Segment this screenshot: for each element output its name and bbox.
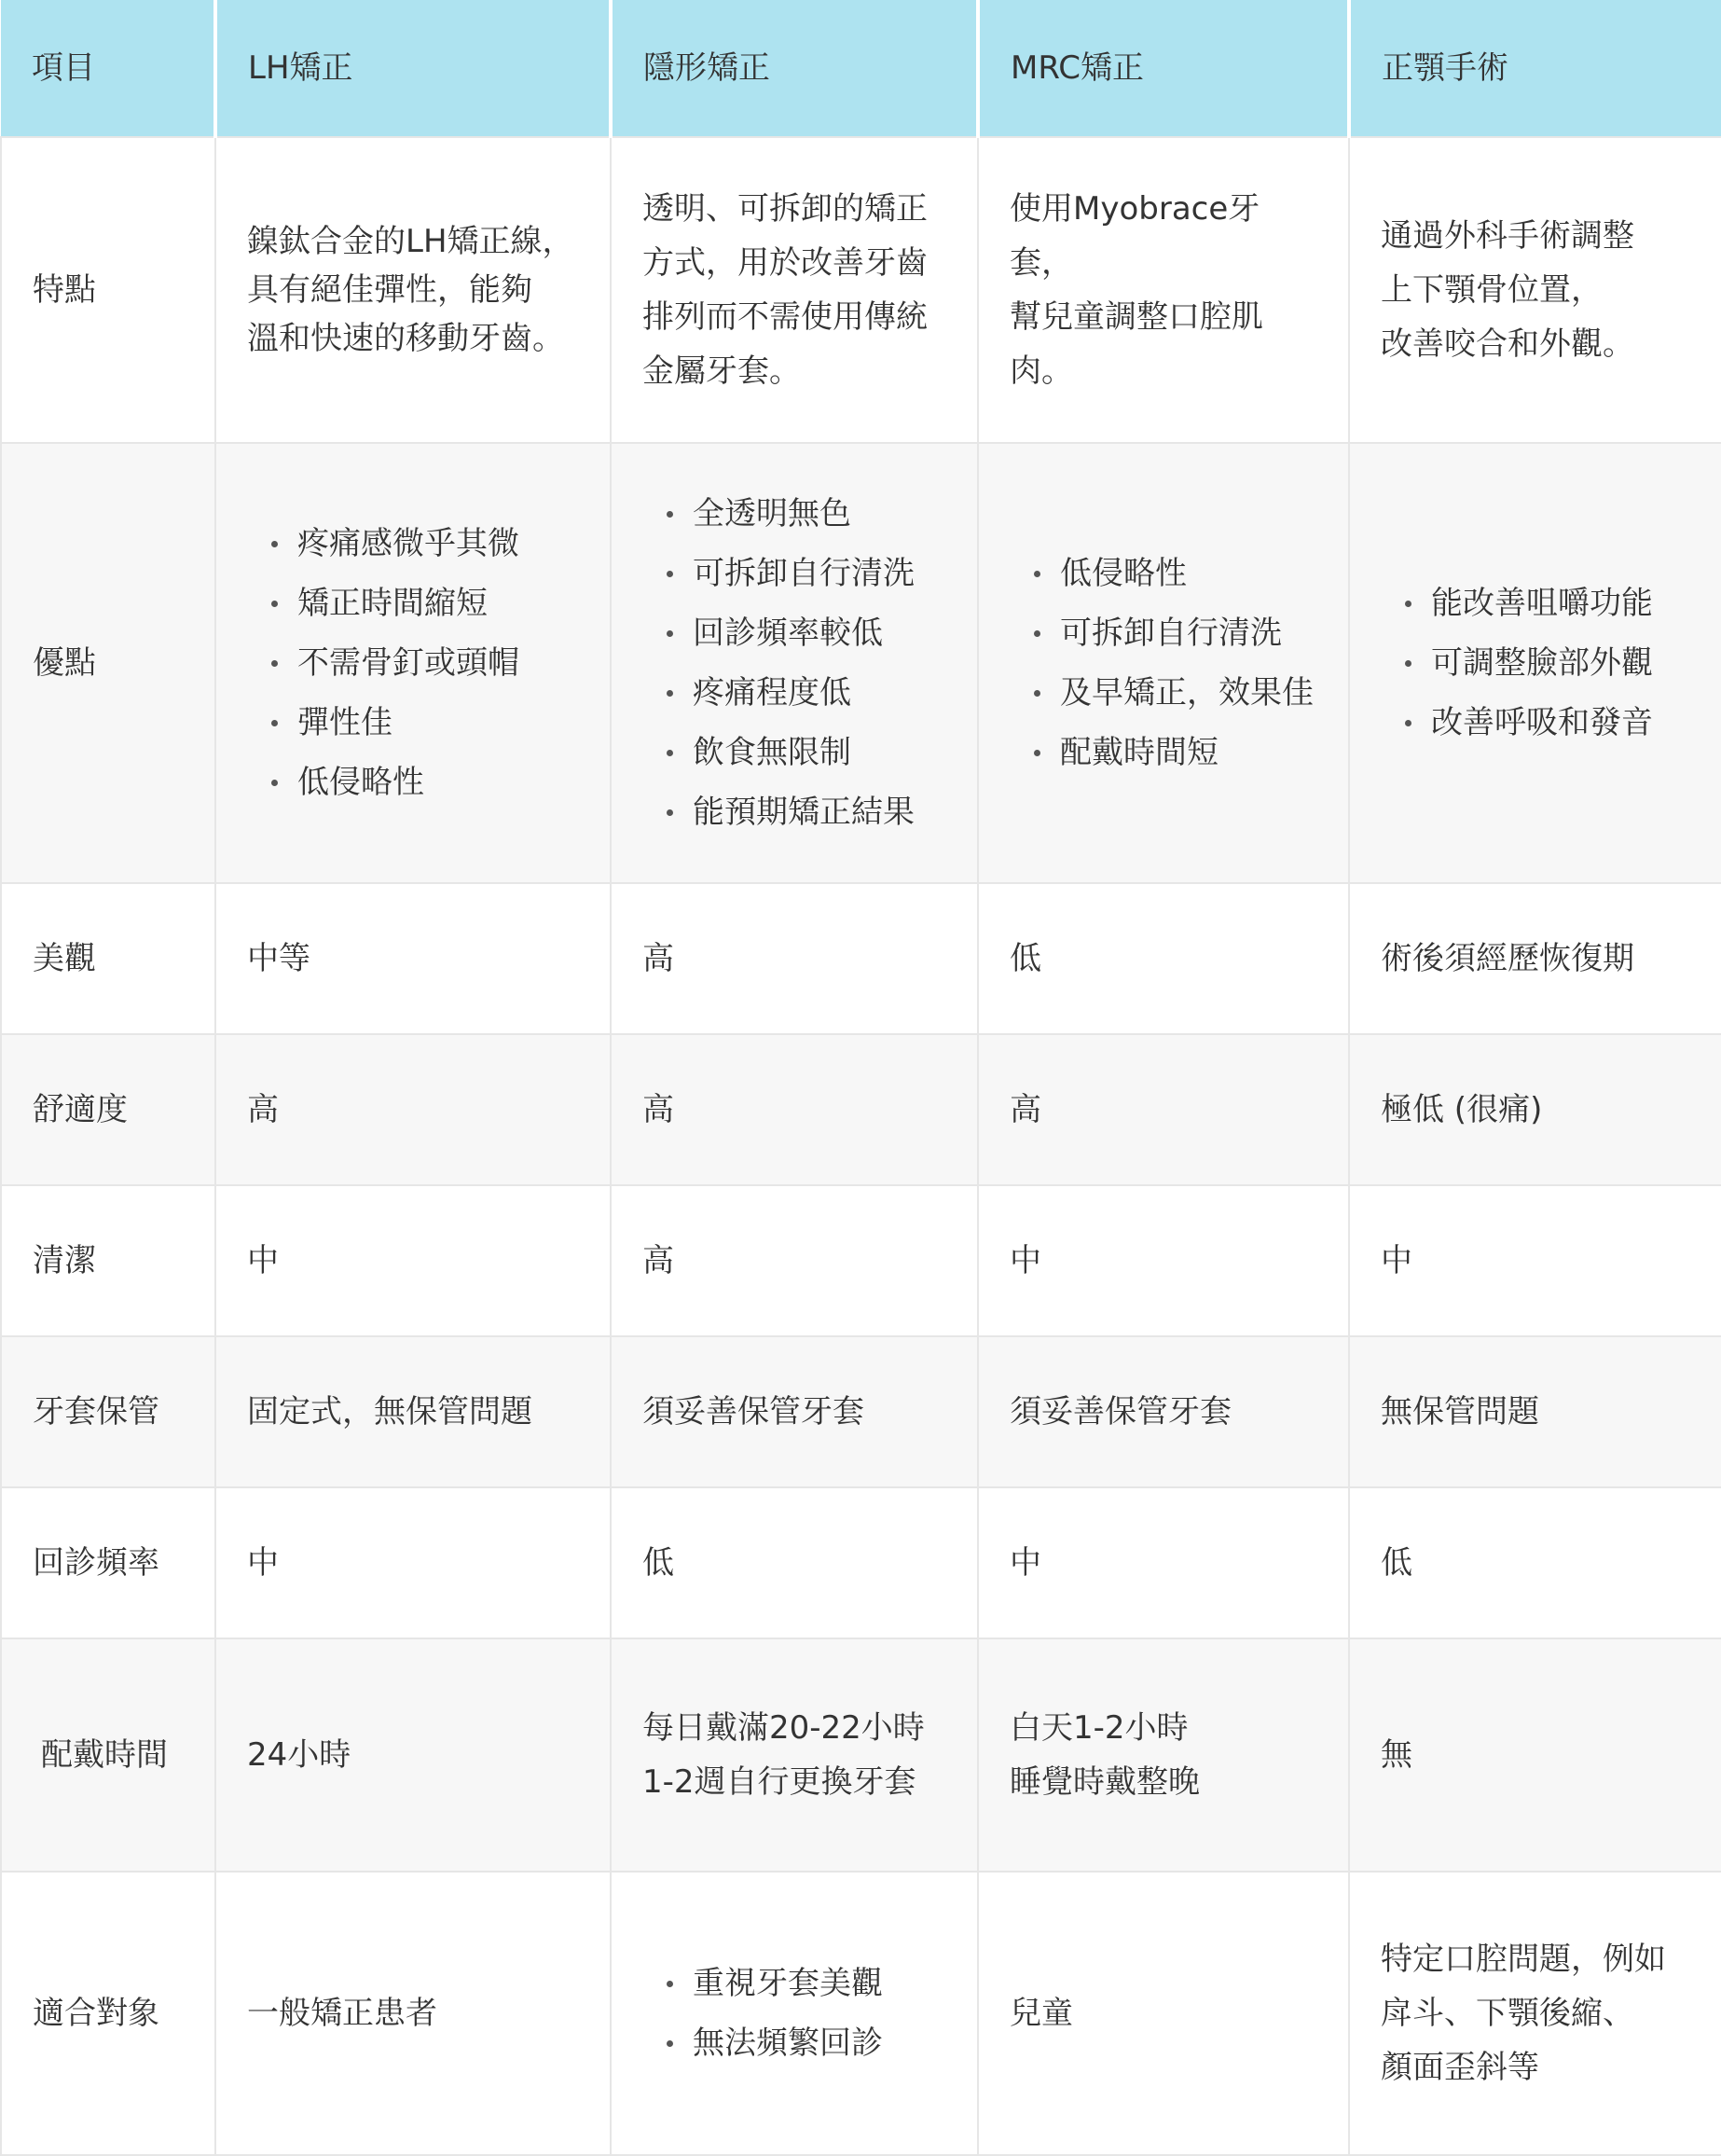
- cell-wear-invisible: 每日戴滿20-22小時 1-2週自行更換牙套: [611, 1638, 978, 1872]
- cell-wear-surgery: 無: [1349, 1638, 1721, 1872]
- cell-suitable-lh: 一般矯正患者: [215, 1872, 611, 2155]
- cell-followup-surgery: 低: [1349, 1487, 1721, 1638]
- table-row-features: [1, 137, 1721, 443]
- table-row-advantages: [1, 443, 1721, 883]
- row-label-features: 特點: [1, 137, 215, 443]
- list-item: 彈性佳: [277, 693, 579, 753]
- cell-aesthetics-invisible: 高: [611, 883, 978, 1034]
- row-label-suitable: 適合對象: [1, 1872, 215, 2155]
- row-label-care: 牙套保管: [1, 1336, 215, 1487]
- list-item: 飲食無限制: [672, 723, 946, 782]
- list-item: 配戴時間短: [1039, 723, 1317, 782]
- cell-suitable-invisible: [611, 1872, 978, 2155]
- table-row-suitable: [1, 1872, 1721, 2155]
- cell-aesthetics-surgery: 術後須經歷恢復期: [1349, 883, 1721, 1034]
- list-item: 低侵略性: [277, 753, 579, 812]
- row-label-followup: 回診頻率: [1, 1487, 215, 1638]
- row-label-advantages: 優點: [1, 443, 215, 883]
- cell-features-mrc: 使用Myobrace牙套， 幫兒童調整口腔肌肉。: [978, 137, 1349, 443]
- list-item: 疼痛程度低: [672, 663, 946, 723]
- cell-cleaning-surgery: 中: [1349, 1185, 1721, 1336]
- table-row-care: [1, 1336, 1721, 1487]
- cell-care-invisible: 須妥善保管牙套: [611, 1336, 978, 1487]
- advantages-lh-list: [247, 514, 579, 812]
- cell-advantages-surgery: [1349, 443, 1721, 883]
- list-item: 改善呼吸和發音: [1411, 693, 1690, 753]
- cell-comfort-lh: 高: [215, 1034, 611, 1185]
- list-item: 低侵略性: [1039, 544, 1317, 603]
- table-row-comfort: [1, 1034, 1721, 1185]
- cell-followup-lh: 中: [215, 1487, 611, 1638]
- table-row-followup: [1, 1487, 1721, 1638]
- row-label-comfort: 舒適度: [1, 1034, 215, 1185]
- cell-care-mrc: 須妥善保管牙套: [978, 1336, 1349, 1487]
- list-item: 全透明無色: [672, 484, 946, 544]
- list-item: 可拆卸自行清洗: [1039, 603, 1317, 663]
- cell-comfort-invisible: 高: [611, 1034, 978, 1185]
- cell-cleaning-lh: 中: [215, 1185, 611, 1336]
- cell-features-surgery: 通過外科手術調整 上下顎骨位置， 改善咬合和外觀。: [1349, 137, 1721, 443]
- header-lh: LH矯正: [215, 0, 611, 137]
- suitable-invisible-list: [642, 1954, 946, 2073]
- cell-wear-lh: 24小時: [215, 1638, 611, 1872]
- table-row-aesthetics: [1, 883, 1721, 1034]
- cell-cleaning-mrc: 中: [978, 1185, 1349, 1336]
- cell-wear-mrc: 白天1-2小時 睡覺時戴整晚: [978, 1638, 1349, 1872]
- list-item: 及早矯正，效果佳: [1039, 663, 1317, 723]
- cell-features-invisible: 透明、可拆卸的矯正 方式，用於改善牙齒 排列而不需使用傳統 金屬牙套。: [611, 137, 978, 443]
- list-item: 矯正時間縮短: [277, 574, 579, 633]
- list-item: 可調整臉部外觀: [1411, 633, 1690, 693]
- advantages-invisible-list: [642, 484, 946, 842]
- header-row: [1, 0, 1721, 137]
- row-label-cleaning: 清潔: [1, 1185, 215, 1336]
- cell-features-lh: 鎳鈦合金的LH矯正線， 具有絕佳彈性，能夠 溫和快速的移動牙齒。: [215, 137, 611, 443]
- list-item: 重視牙套美觀: [672, 1954, 946, 2013]
- cell-comfort-surgery: 極低 (很痛): [1349, 1034, 1721, 1185]
- cell-advantages-invisible: [611, 443, 978, 883]
- cell-aesthetics-lh: 中等: [215, 883, 611, 1034]
- list-item: 疼痛感微乎其微: [277, 514, 579, 574]
- header-mrc: MRC矯正: [978, 0, 1349, 137]
- list-item: 能預期矯正結果: [672, 782, 946, 842]
- cell-care-lh: 固定式，無保管問題: [215, 1336, 611, 1487]
- cell-followup-invisible: 低: [611, 1487, 978, 1638]
- cell-advantages-mrc: [978, 443, 1349, 883]
- cell-suitable-surgery: 特定口腔問題，例如 戽斗、下顎後縮、 顏面歪斜等: [1349, 1872, 1721, 2155]
- list-item: 能改善咀嚼功能: [1411, 574, 1690, 633]
- row-label-aesthetics: 美觀: [1, 883, 215, 1034]
- header-invisible: 隱形矯正: [611, 0, 978, 137]
- row-label-wear: 配戴時間: [1, 1638, 215, 1872]
- list-item: 可拆卸自行清洗: [672, 544, 946, 603]
- table-row-wear: [1, 1638, 1721, 1872]
- cell-suitable-mrc: 兒童: [978, 1872, 1349, 2155]
- list-item: 不需骨釘或頭帽: [277, 633, 579, 693]
- list-item: 回診頻率較低: [672, 603, 946, 663]
- table-row-cleaning: [1, 1185, 1721, 1336]
- advantages-surgery-list: [1381, 574, 1690, 753]
- cell-care-surgery: 無保管問題: [1349, 1336, 1721, 1487]
- cell-advantages-lh: [215, 443, 611, 883]
- cell-aesthetics-mrc: 低: [978, 883, 1349, 1034]
- cell-comfort-mrc: 高: [978, 1034, 1349, 1185]
- cell-followup-mrc: 中: [978, 1487, 1349, 1638]
- list-item: 無法頻繁回診: [672, 2013, 946, 2073]
- cell-cleaning-invisible: 高: [611, 1185, 978, 1336]
- header-surgery: 正顎手術: [1349, 0, 1721, 137]
- header-item: 項目: [1, 0, 215, 137]
- advantages-mrc-list: [1010, 544, 1317, 782]
